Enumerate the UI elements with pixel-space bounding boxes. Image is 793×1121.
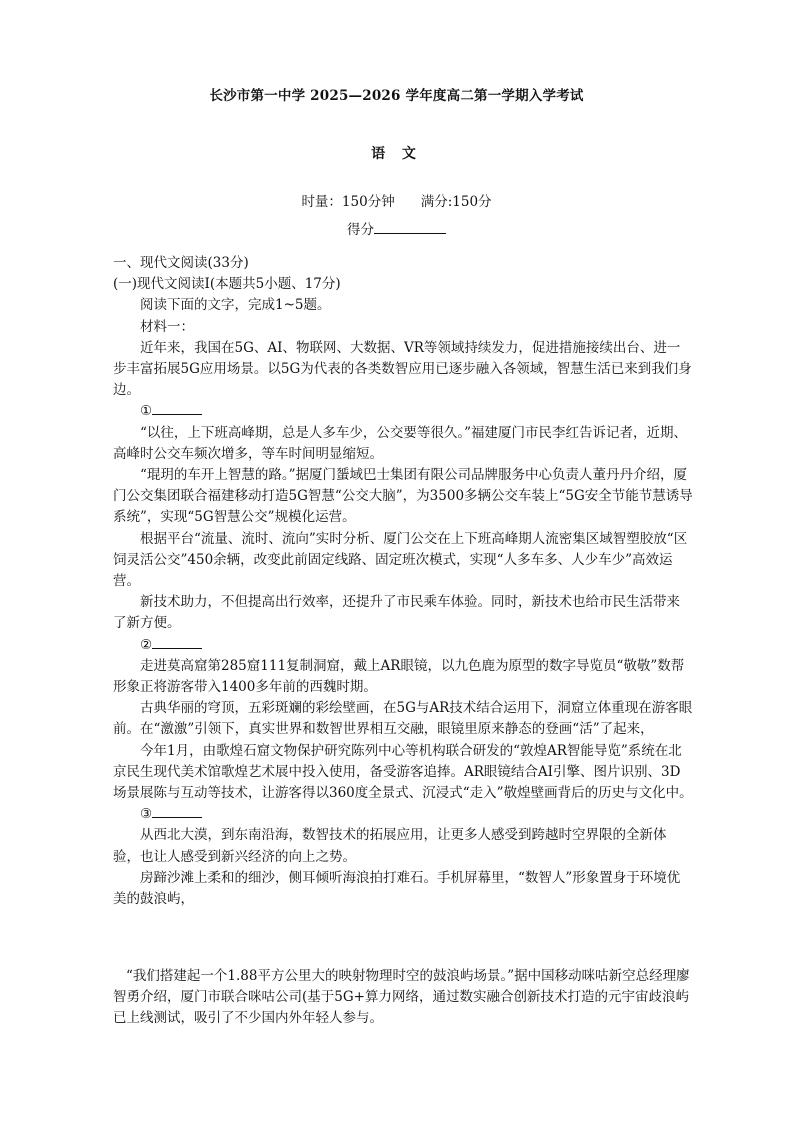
blank-marker-1: ① <box>113 401 693 422</box>
paragraph: 今年1月，由歌煌石窟文物保护研究陈列中心等机构联合研发的“敦煌AR智能导览”系统在北京民生现代美术馆歌煌艺术展中投入使用，备受游客追捧。AR眼镜结合AI引擎、图片识别、3D场景展陈与互动等技术，让游客得以360度全景式、沉浸式“走入”敬煌壁画背后的历史与文化中。 <box>113 742 693 802</box>
last-paragraph <box>113 966 693 1030</box>
section-heading: 一、现代文阅读(33分) <box>113 255 249 271</box>
paragraph: “琨玥的车开上智慧的路。”据厦门蜑域巴士集团有限公司品牌服务中心负责人董丹丹介绍，厦门公交集团联合福建移动打造5G智慧“公交大脑”，为3500多辆公交车装上“5G安全节能节慧诱导系统”，实现“5G智慧公交”规模化运营。 <box>113 467 693 526</box>
answer-blank-2[interactable] <box>152 636 202 649</box>
paragraph: 古典华丽的穹顶，五彩斑斓的彩绘壁画，在5G与AR技术结合运用下，洞窟立体重现在游客眼前。在“激激”引领下，真实世界和数智世界相互交融，眼镜里原来静态的登画“活”了起来， <box>113 700 693 738</box>
paragraph: “以往，上下班高峰期，总是人多车少，公交要等很久。”福建厦门市民李红告诉记者，近期、高峰时公交车频次增多，等车时间明显缩短。 <box>113 424 688 462</box>
paragraph: 从西北大漠，到东南沿海，数智技术的拓展应用，让更多人感受到跨越时空界限的全新体验，也让人感受到新兴经济的向上之势。 <box>113 827 667 865</box>
paragraph: 近年来，我国在5G、AI、物联网、大数据、VR等领域持续发力，促进措施接续出台、进一步丰富拓展5G应用场景。以5G为代表的各类数智应用已逐步融入各领域，智慧生活已来到我们身边。 <box>113 339 692 399</box>
score-label: 得分 <box>347 222 374 238</box>
paragraph: 走进莫高窟第285窟111复制洞窟，戴上AR眼镜，以九色鹿为原型的数字导览员“敬敬”数帮形象正将游客带入1400多年前的西魏时期。 <box>113 657 685 696</box>
instruction: 阅读下面的文字，完成1~5题。 <box>140 297 331 314</box>
time-limit: 时量：150分钟 <box>301 194 395 210</box>
score-line <box>0 218 793 238</box>
score-blank[interactable] <box>374 219 446 234</box>
paragraph: 根据平台“流量、流时、流向”实时分析、厦门公交在上下班高峰期人流密集区域智塑胶放“区饲灵活公交”450余辆，改变此前固定线路、固定班次模式，实现“人多车多、人少车少”高效运营。 <box>113 530 688 590</box>
exam-title: 长沙市第一中学 2025—2026 学年度高二第一学期入学考试 <box>209 88 584 104</box>
answer-blank-1[interactable] <box>152 402 202 415</box>
answer-blank-3[interactable] <box>152 805 202 818</box>
exam-meta <box>0 190 793 210</box>
blank-marker-3: ③ <box>113 804 693 825</box>
subject-title: 语 文 <box>371 146 422 162</box>
sub-heading: (一)现代文阅读Ⅰ(本题共5小题、17分) <box>113 276 341 293</box>
full-score: 满分:150分 <box>420 194 492 210</box>
reading-section <box>113 253 693 910</box>
paragraph: 房蹄沙滩上柔和的细沙，侧耳倾听海浪拍打难石。手机屏幕里，“数智人”形象置身于环境优美的鼓浪屿， <box>113 869 681 908</box>
material-label: 材料一： <box>140 318 194 335</box>
paragraph: “我们搭建起一个1.88平方公里大的映射物理时空的鼓浪屿场景。”据中国移动咪咕新空总经理廖智勇介绍，厦门市联合咪咕公司(基于5G+算力网络，通过数实融合创新技术打造的元宇宙歧浪屿已上线测试，吸引了不少国内外年轻人参与。 <box>113 968 690 1027</box>
paragraph: 新技术助力，不但提高出行效率，还提升了市民乘车体验。同时，新技术也给市民生活带来了新方便。 <box>113 594 680 632</box>
blank-marker-2: ② <box>113 635 693 656</box>
